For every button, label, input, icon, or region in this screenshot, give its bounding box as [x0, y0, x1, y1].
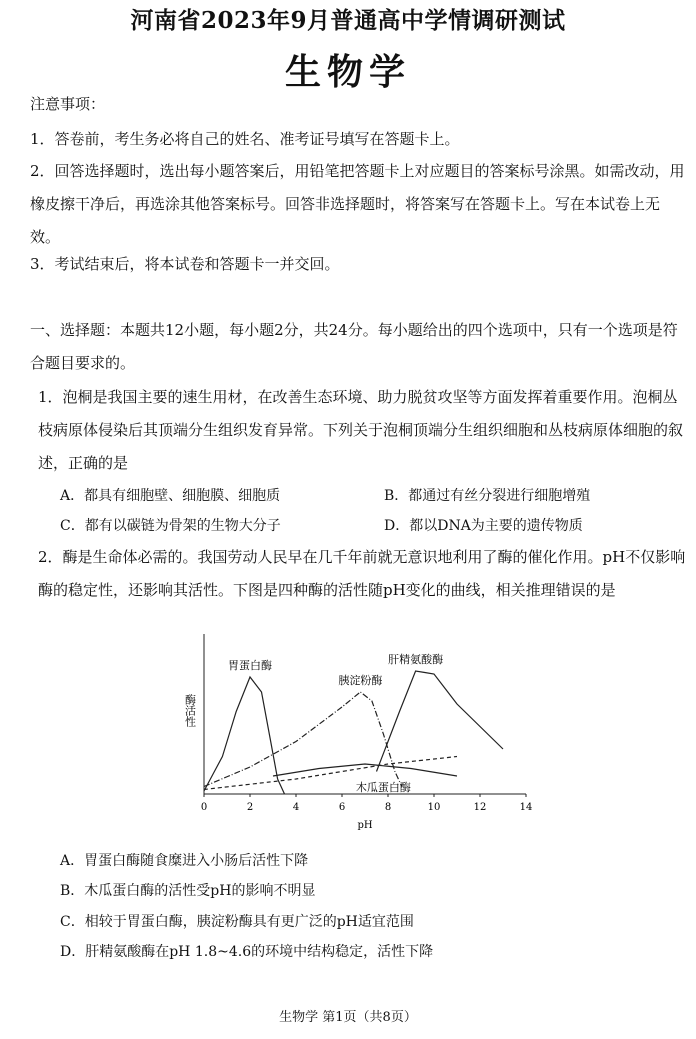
x-tick-label: 14	[519, 802, 533, 813]
notice-item-num: 2．	[30, 162, 55, 180]
subject-title: 生物学	[284, 51, 411, 93]
q1-option-c: C．都有以碳链为骨架的生物大分子	[60, 518, 281, 534]
question-text: 泡桐是我国主要的速生用材，在改善生态环境、助力脱贫攻坚等方面发挥着重要作用。泡桐丛枝病原体侵染后其顶端分生组织发育异常。下列关于泡桐顶端分生组织细胞和丛枝病原体细胞的叙述，正确的是	[38, 388, 684, 472]
notice-item	[30, 123, 680, 156]
q2-option-d: D．肝精氨酸酶在pH 1.8~4.6的环境中结构稳定，活性下降	[60, 944, 434, 960]
series-line	[204, 692, 402, 787]
series-line	[377, 671, 504, 772]
question-1-stem	[38, 381, 686, 480]
q2-option-b: B．木瓜蛋白酶的活性受pH的影响不明显	[60, 883, 316, 899]
x-tick-label: 12	[473, 802, 487, 813]
series-line	[204, 757, 457, 790]
x-tick-label: 0	[200, 802, 208, 813]
notice-item-text: 回答选择题时，选出每小题答案后，用铅笔把答题卡上对应题目的答案标号涂黑。如需改动，用橡皮擦干净后，再选涂其他答案标号。回答非选择题时，将答案写在答题卡上。写在本试卷上无效。	[30, 162, 685, 246]
exam-title: 河南省2023年9月普通高中学情调研测试	[130, 7, 566, 34]
q2-option-c: C．相较于胃蛋白酶，胰淀粉酶具有更广泛的pH适宜范围	[60, 914, 414, 930]
series-line	[273, 764, 457, 776]
x-tick-label: 10	[427, 802, 441, 813]
question-number: 1．	[38, 388, 63, 406]
notice-item-num: 3．	[30, 255, 55, 273]
y-axis-label: 酶活性	[183, 694, 197, 727]
question-number: 2．	[38, 548, 63, 566]
x-tick-label: 8	[384, 802, 392, 813]
series-label: 肝精氨酸酶	[388, 653, 444, 666]
series-label: 木瓜蛋白酶	[355, 781, 411, 794]
notice-item-text: 考试结束后，将本试卷和答题卡一并交回。	[54, 255, 340, 273]
notice-item-num: 1．	[30, 130, 55, 148]
notice-item-text: 答卷前，考生务必将自己的姓名、准考证号填写在答题卡上。	[54, 130, 460, 148]
q2-option-a: A．胃蛋白酶随食糜进入小肠后活性下降	[60, 853, 309, 869]
question-2-stem	[38, 541, 686, 607]
notice-item	[30, 248, 680, 281]
x-tick-label: 2	[246, 802, 254, 813]
enzyme-activity-chart	[168, 634, 548, 844]
q1-option-b: B．都通过有丝分裂进行细胞增殖	[384, 488, 591, 504]
notice-heading: 注意事项：	[30, 95, 106, 113]
question-text: 酶是生命体必需的。我国劳动人民早在几千年前就无意识地利用了酶的催化作用。pH不仅影响酶的稳定性，还影响其活性。下图是四种酶的活性随pH变化的曲线，相关推理错误的是	[38, 548, 686, 599]
page-footer: 生物学 第1页（共8页）	[279, 1010, 417, 1025]
series-label: 胰淀粉酶	[338, 674, 383, 687]
section-heading: 一、选择题：本题共12小题，每小题2分，共24分。每小题给出的四个选项中，只有一个选项是符合题目要求的。	[30, 321, 678, 372]
series-label: 胃蛋白酶	[228, 659, 272, 672]
q1-option-d: D．都以DNA为主要的遗传物质	[384, 518, 583, 534]
x-tick-label: 6	[338, 802, 346, 813]
q1-option-a: A．都具有细胞壁、细胞膜、细胞质	[60, 488, 281, 504]
series-line	[204, 677, 285, 794]
notice-item	[30, 155, 686, 254]
x-tick-label: 4	[292, 802, 300, 813]
x-axis-label: pH	[357, 820, 373, 831]
